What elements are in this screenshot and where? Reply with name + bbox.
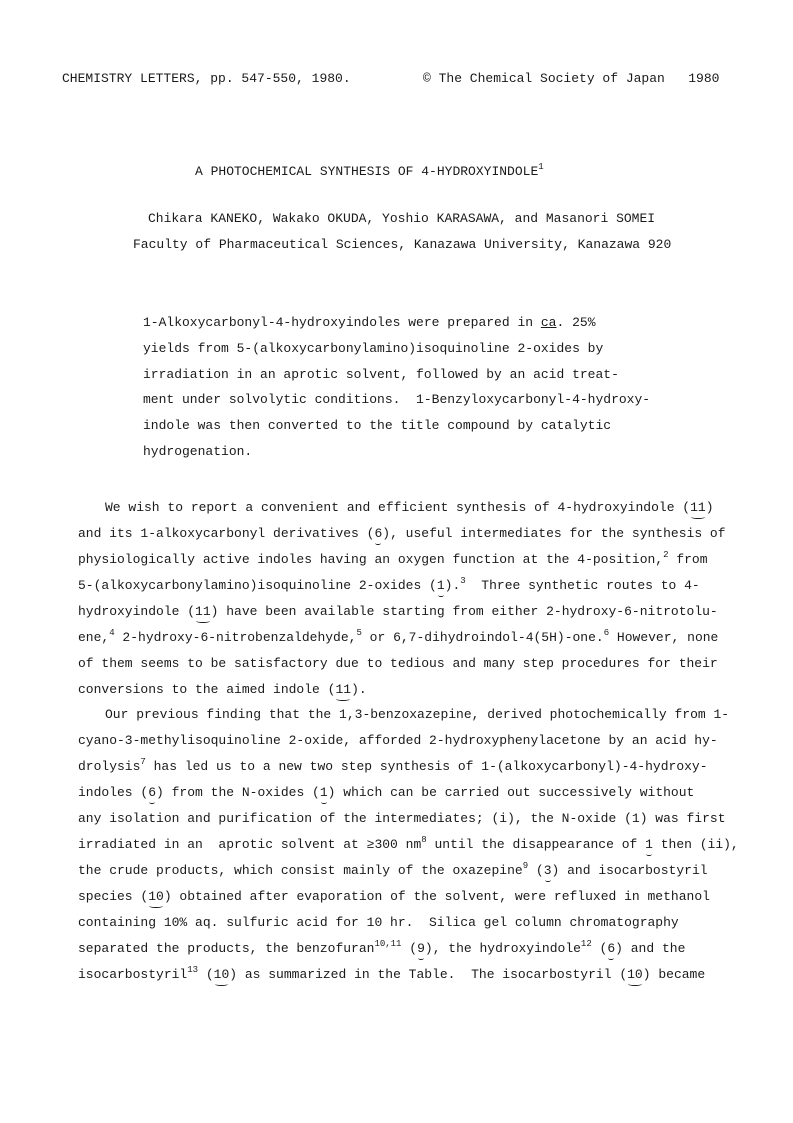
body-text-run: ) obtained after evaporation of the solvent, were refluxed in methanol: [163, 889, 710, 904]
body-line: [78, 552, 708, 568]
body-text-run: then (ii),: [652, 837, 739, 852]
body-text-run: until the disappearance of: [426, 837, 646, 852]
reference-mark: 2: [663, 550, 669, 560]
body-line: containing 10% aq. sulfuric acid for 10 hr. Silica gel column chromatography: [78, 915, 679, 930]
compound-number: 11: [335, 682, 352, 697]
body-text-run: ).: [444, 578, 461, 593]
body-line: [78, 837, 739, 853]
compound-number: 11: [690, 500, 706, 515]
body-text-run: from: [668, 552, 708, 567]
compound-number: 10: [213, 967, 230, 982]
body-text-run: ) became: [642, 967, 706, 982]
reference-mark: 4: [109, 628, 115, 638]
title-footnote-mark: 1: [538, 162, 544, 172]
body-line: cyano-3-methylisoquinoline 2-oxide, afforded 2-hydroxyphenylacetone by an acid hy-: [78, 733, 718, 748]
reference-mark: 6: [603, 628, 610, 638]
body-text-run: drolysis: [78, 759, 141, 774]
body-line: [78, 863, 708, 879]
body-text-run: (: [198, 967, 214, 982]
body-line: [78, 941, 685, 957]
abstract-text: ca: [540, 315, 557, 330]
abstract-line: yields from 5-(alkoxycarbonylamino)isoquinoline 2-oxides by: [143, 341, 604, 356]
compound-number: 1: [436, 578, 445, 593]
affiliation: Faculty of Pharmaceutical Sciences, Kanazawa University, Kanazawa 920: [133, 237, 672, 252]
journal-citation: CHEMISTRY LETTERS, pp. 547-550, 1980.: [62, 71, 351, 86]
body-text-run: indoles (: [78, 785, 149, 800]
title-text: A PHOTOCHEMICAL SYNTHESIS OF 4-HYDROXYINDOLE: [195, 164, 539, 179]
body-line: [78, 630, 718, 646]
body-text-run: ): [705, 500, 714, 515]
reference-mark: 10,11: [374, 939, 402, 949]
reference-mark: 8: [421, 835, 427, 845]
body-text-run: ) have been available starting from either 2-hydroxy-6-nitrotolu-: [210, 604, 718, 619]
abstract-text: . 25%: [556, 315, 596, 330]
reference-mark: 9: [522, 861, 529, 871]
body-text-run: However, none: [609, 630, 719, 645]
body-text-run: ) and isocarbostyril: [551, 863, 708, 878]
body-text-run: has led us to a new two step synthesis of 1-(alkoxycarbonyl)-4-hydroxy-: [145, 759, 708, 774]
body-line: [78, 785, 694, 801]
body-text-run: physiologically active indoles having an oxygen function at the 4-position,: [78, 552, 664, 567]
body-text-run: and its 1-alkoxycarbonyl derivatives (: [78, 526, 375, 541]
paper-title: [195, 164, 544, 180]
body-text-run: ).: [351, 682, 367, 697]
body-text-run: ) which can be carried out successively without: [327, 785, 695, 800]
reference-mark: 3: [460, 576, 466, 586]
abstract-line: [143, 315, 596, 331]
body-text-run: irradiated in an aprotic solvent at ≥300 nm: [78, 837, 422, 852]
reference-mark: 5: [356, 628, 362, 638]
reference-mark: 13: [187, 965, 199, 975]
body-text-run: ) as summarized in the Table. The isocarbostyril (: [229, 967, 628, 982]
body-line: any isolation and purification of the intermediates; (i), the N-oxide (1) was first: [78, 811, 726, 826]
body-text-run: (: [528, 863, 544, 878]
body-text-run: hydroxyindole (: [78, 604, 196, 619]
body-line: Our previous finding that the 1,3-benzoxazepine, derived photochemically from 1-: [105, 707, 730, 722]
body-line: [78, 578, 700, 594]
body-line: [105, 500, 714, 516]
author-list: Chikara KANEKO, Wakako OKUDA, Yoshio KARASAWA, and Masanori SOMEI: [148, 211, 656, 226]
compound-number: 6: [374, 526, 383, 541]
compound-number: 1: [319, 785, 328, 800]
body-line: [78, 526, 726, 542]
body-text-run: ), useful intermediates for the synthesis of: [382, 526, 726, 541]
body-text-run: ) and the: [615, 941, 686, 956]
abstract-line: hydrogenation.: [143, 444, 253, 459]
compound-number: 3: [543, 863, 552, 878]
body-text-run: (: [591, 941, 608, 956]
body-line: [78, 604, 718, 620]
compound-number: 1: [645, 837, 653, 852]
body-text-run: the crude products, which consist mainly of the oxazepine: [78, 863, 523, 878]
body-text-run: separated the products, the benzofuran: [78, 941, 375, 956]
body-line: [78, 682, 367, 698]
copyright-text: © The Chemical Society of Japan: [423, 71, 665, 86]
copyright-year: 1980: [688, 71, 720, 86]
body-text-run: ) from the N-oxides (: [156, 785, 320, 800]
body-line: [78, 889, 710, 905]
abstract-line: ment under solvolytic conditions. 1-Benzyloxycarbonyl-4-hydroxy-: [143, 392, 651, 407]
reference-mark: 7: [140, 757, 146, 767]
body-text-run: ), the hydroxyindole: [424, 941, 581, 956]
copyright-line: [423, 71, 719, 87]
body-text-run: ene,: [78, 630, 110, 645]
compound-number: 10: [148, 889, 164, 904]
abstract-line: indole was then converted to the title compound by catalytic: [143, 418, 612, 433]
compound-number: 6: [607, 941, 616, 956]
body-text-run: We wish to report a convenient and efficient synthesis of 4-hydroxyindole (: [105, 500, 691, 515]
body-text-run: 2-hydroxy-6-nitrobenzaldehyde,: [114, 630, 357, 645]
body-text-run: or 6,7-dihydroindol-4(5H)-one.: [361, 630, 604, 645]
compound-number: 10: [627, 967, 643, 982]
body-line: [78, 759, 708, 775]
compound-number: 6: [148, 785, 157, 800]
body-text-run: Three synthetic routes to 4-: [465, 578, 700, 593]
body-text-run: species (: [78, 889, 149, 904]
reference-mark: 12: [580, 939, 592, 949]
body-text-run: 5-(alkoxycarbonylamino)isoquinoline 2-oxides (: [78, 578, 437, 593]
body-text-run: (: [401, 941, 418, 956]
abstract-text: 1-Alkoxycarbonyl-4-hydroxyindoles were prepared in: [143, 315, 541, 330]
compound-number: 9: [417, 941, 425, 956]
body-line: of them seems to be satisfactory due to tedious and many step procedures for their: [78, 656, 718, 671]
body-text-run: conversions to the aimed indole (: [78, 682, 336, 697]
compound-number: 11: [195, 604, 211, 619]
body-line: [78, 967, 705, 983]
abstract-line: irradiation in an aprotic solvent, followed by an acid treat-: [143, 367, 619, 382]
body-text-run: isocarbostyril: [78, 967, 188, 982]
